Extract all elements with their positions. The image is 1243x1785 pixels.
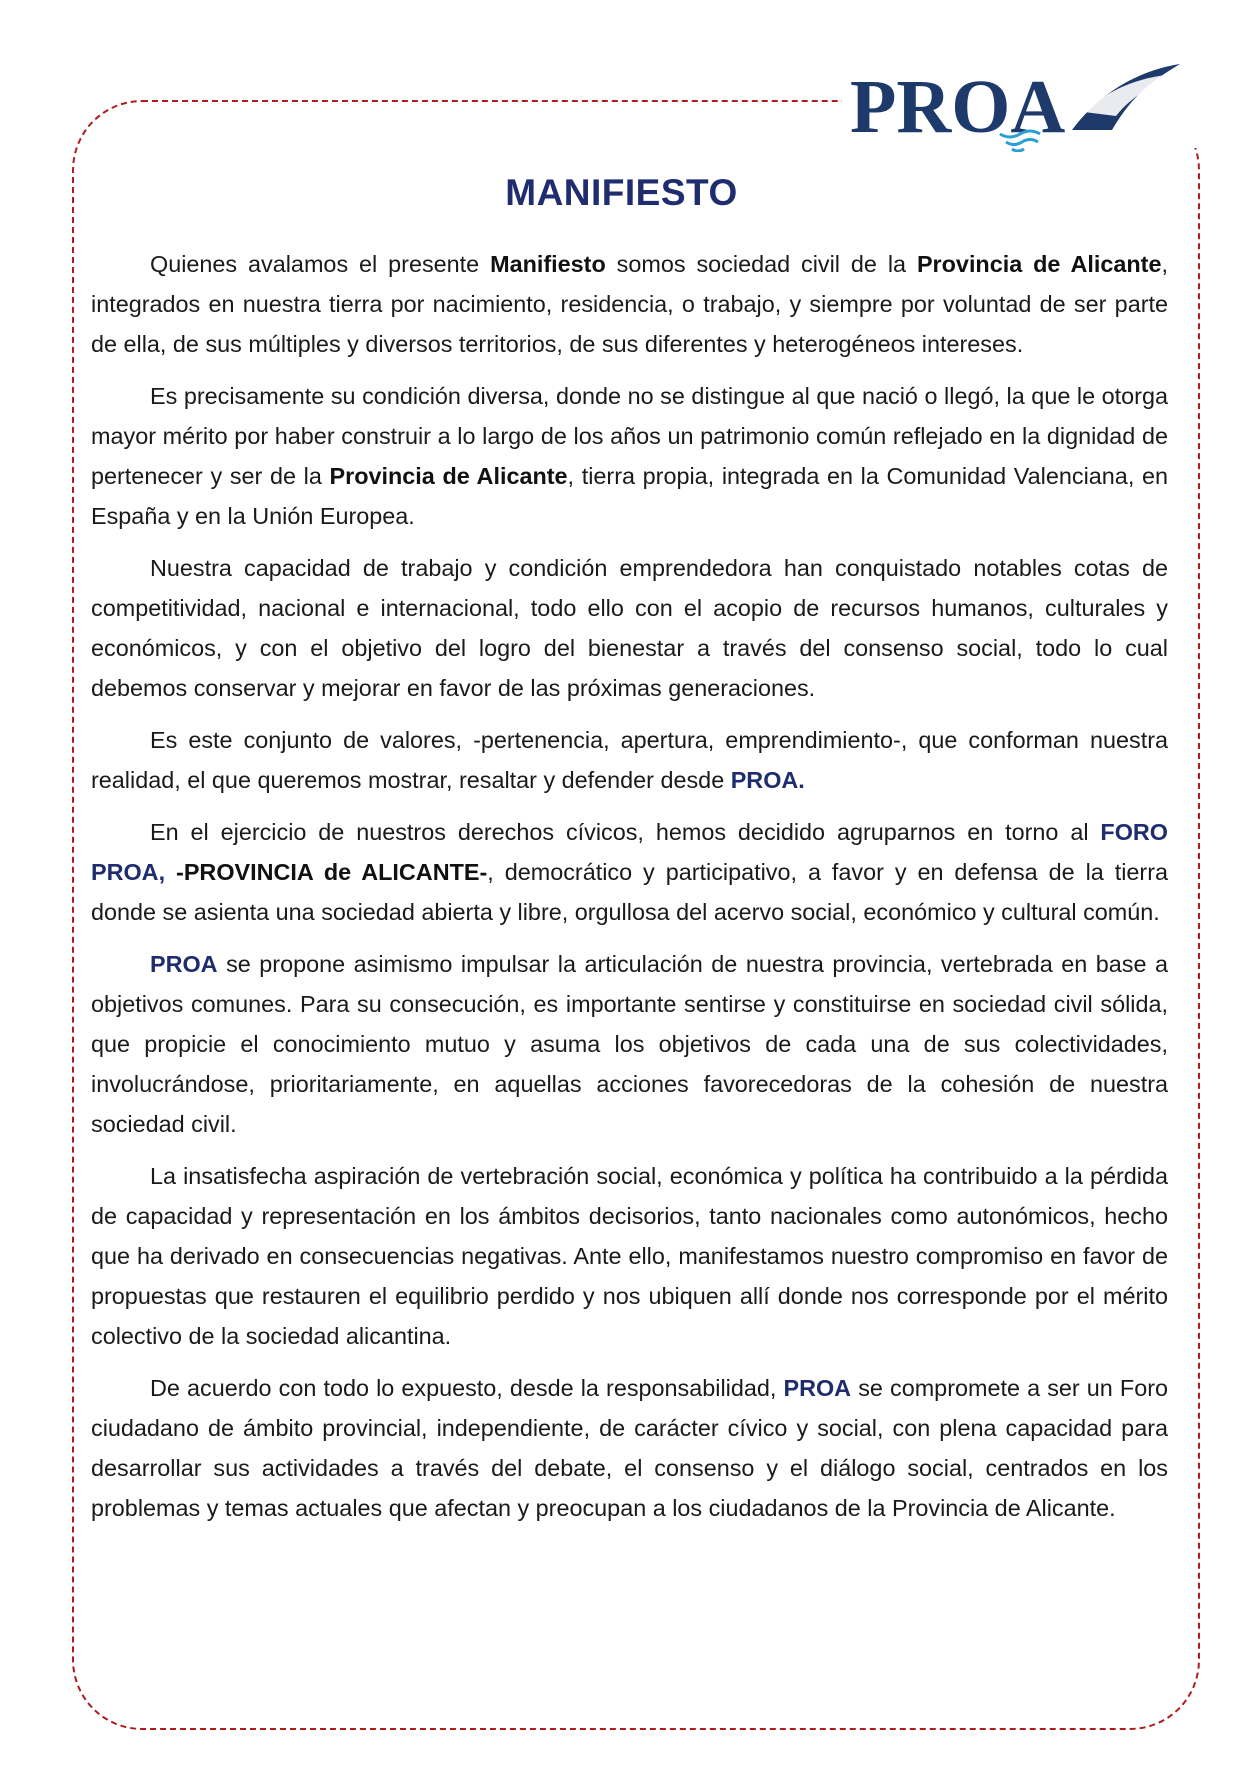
paragraph-text: , integrados en nuestra tierra por nacimiento, residencia, o trabajo, y siempre por voluntad de ser parte de ella, de sus múltiples y diversos territorios, de sus diferentes y heterogéneos intereses. bbox=[91, 251, 1168, 357]
proa-highlight: PROA bbox=[783, 1375, 852, 1401]
manifesto-paragraph bbox=[91, 944, 1168, 1144]
proa-highlight: PROA. bbox=[730, 767, 805, 793]
manifesto-paragraph bbox=[91, 812, 1168, 932]
paragraph-text: se compromete a ser un Foro ciudadano de ámbito provincial, independiente, de carácter cívico y social, con plena capacidad para desarrollar sus actividades a través del debate, el consenso y el diálogo social, centrados en los problemas y temas actuales que afectan y preocupan a los ciudadanos de la Provincia de Alicante. bbox=[91, 1375, 1169, 1521]
bold-text: Provincia de Alicante bbox=[329, 463, 568, 489]
paragraph-text: Nuestra capacidad de trabajo y condición emprendedora han conquistado notables cotas de competitividad, nacional e internacional, todo ello con el acopio de recursos humanos, culturales y económicos, y con el objetivo del logro del bienestar a través del consenso social, todo lo cual debemos conservar y mejorar en favor de las próximas generaciones. bbox=[91, 555, 1168, 701]
manifesto-paragraph bbox=[91, 1368, 1168, 1528]
page-title: MANIFIESTO bbox=[505, 172, 738, 213]
paragraph-text: Es este conjunto de valores, -pertenencia, apertura, emprendimiento-, que conforman nuestra realidad, el que queremos mostrar, resaltar y defender desde bbox=[91, 727, 1168, 793]
manifesto-body bbox=[91, 244, 1168, 1540]
paragraph-text: En el ejercicio de nuestros derechos cívicos, hemos decidido agruparnos en torno al bbox=[150, 819, 1101, 845]
bold-text: -PROVINCIA de ALICANTE- bbox=[176, 859, 488, 885]
paragraph-text: , democrático y participativo, a favor y en defensa de la tierra donde se asienta una sociedad abierta y libre, orgullosa del acervo social, económico y cultural común. bbox=[91, 859, 1169, 925]
bold-text: Manifiesto bbox=[490, 251, 606, 277]
logo-text: PROA bbox=[850, 65, 1066, 149]
bold-text: Provincia de Alicante bbox=[916, 251, 1162, 277]
paragraph-text: somos sociedad civil de la bbox=[605, 251, 917, 277]
proa-highlight: PROA bbox=[150, 951, 218, 977]
proa-highlight: FORO PROA, bbox=[91, 819, 1168, 885]
paragraph-text: De acuerdo con todo lo expuesto, desde la responsabilidad, bbox=[150, 1375, 784, 1401]
paragraph-text bbox=[165, 859, 176, 885]
manifesto-paragraph bbox=[91, 1156, 1168, 1356]
manifesto-paragraph bbox=[91, 376, 1168, 536]
manifesto-paragraph bbox=[91, 548, 1168, 708]
paragraph-text: , tierra propia, integrada en la Comunidad Valenciana, en España y en la Unión Europea. bbox=[91, 463, 1168, 529]
paragraph-text: se propone asimismo impulsar la articulación de nuestra provincia, vertebrada en base a objetivos comunes. Para su consecución, es importante sentirse y constituirse en sociedad civil sólida, que propicie el conocimiento mutuo y asuma los objetivos de cada una de sus colectividades, involucrándose, prioritariamente, en aquellas acciones favorecedoras de la cohesión de nuestra sociedad civil. bbox=[91, 951, 1168, 1137]
manifesto-paragraph bbox=[91, 244, 1168, 364]
paragraph-text: La insatisfecha aspiración de vertebración social, económica y política ha contribuido a la pérdida de capacidad y representación en los ámbitos decisorios, tanto nacionales como autonómicos, hecho que ha derivado en consecuencias negativas. Ante ello, manifestamos nuestro compromiso en favor de propuestas que restauren el equilibrio perdido y nos ubiquen allí donde nos corresponde por el mérito colectivo de la sociedad alicantina. bbox=[91, 1163, 1168, 1349]
paragraph-text: Es precisamente su condición diversa, donde no se distingue al que nació o llegó, la que le otorga mayor mérito por haber construir a lo largo de los años un patrimonio común reflejado en la dignidad de pertenecer y ser de la bbox=[91, 383, 1168, 489]
manifesto-paragraph bbox=[91, 720, 1168, 800]
paragraph-text: Quienes avalamos el presente bbox=[150, 251, 491, 277]
sail-wave-logo-icon bbox=[850, 52, 1180, 152]
proa-logo bbox=[850, 52, 1180, 152]
